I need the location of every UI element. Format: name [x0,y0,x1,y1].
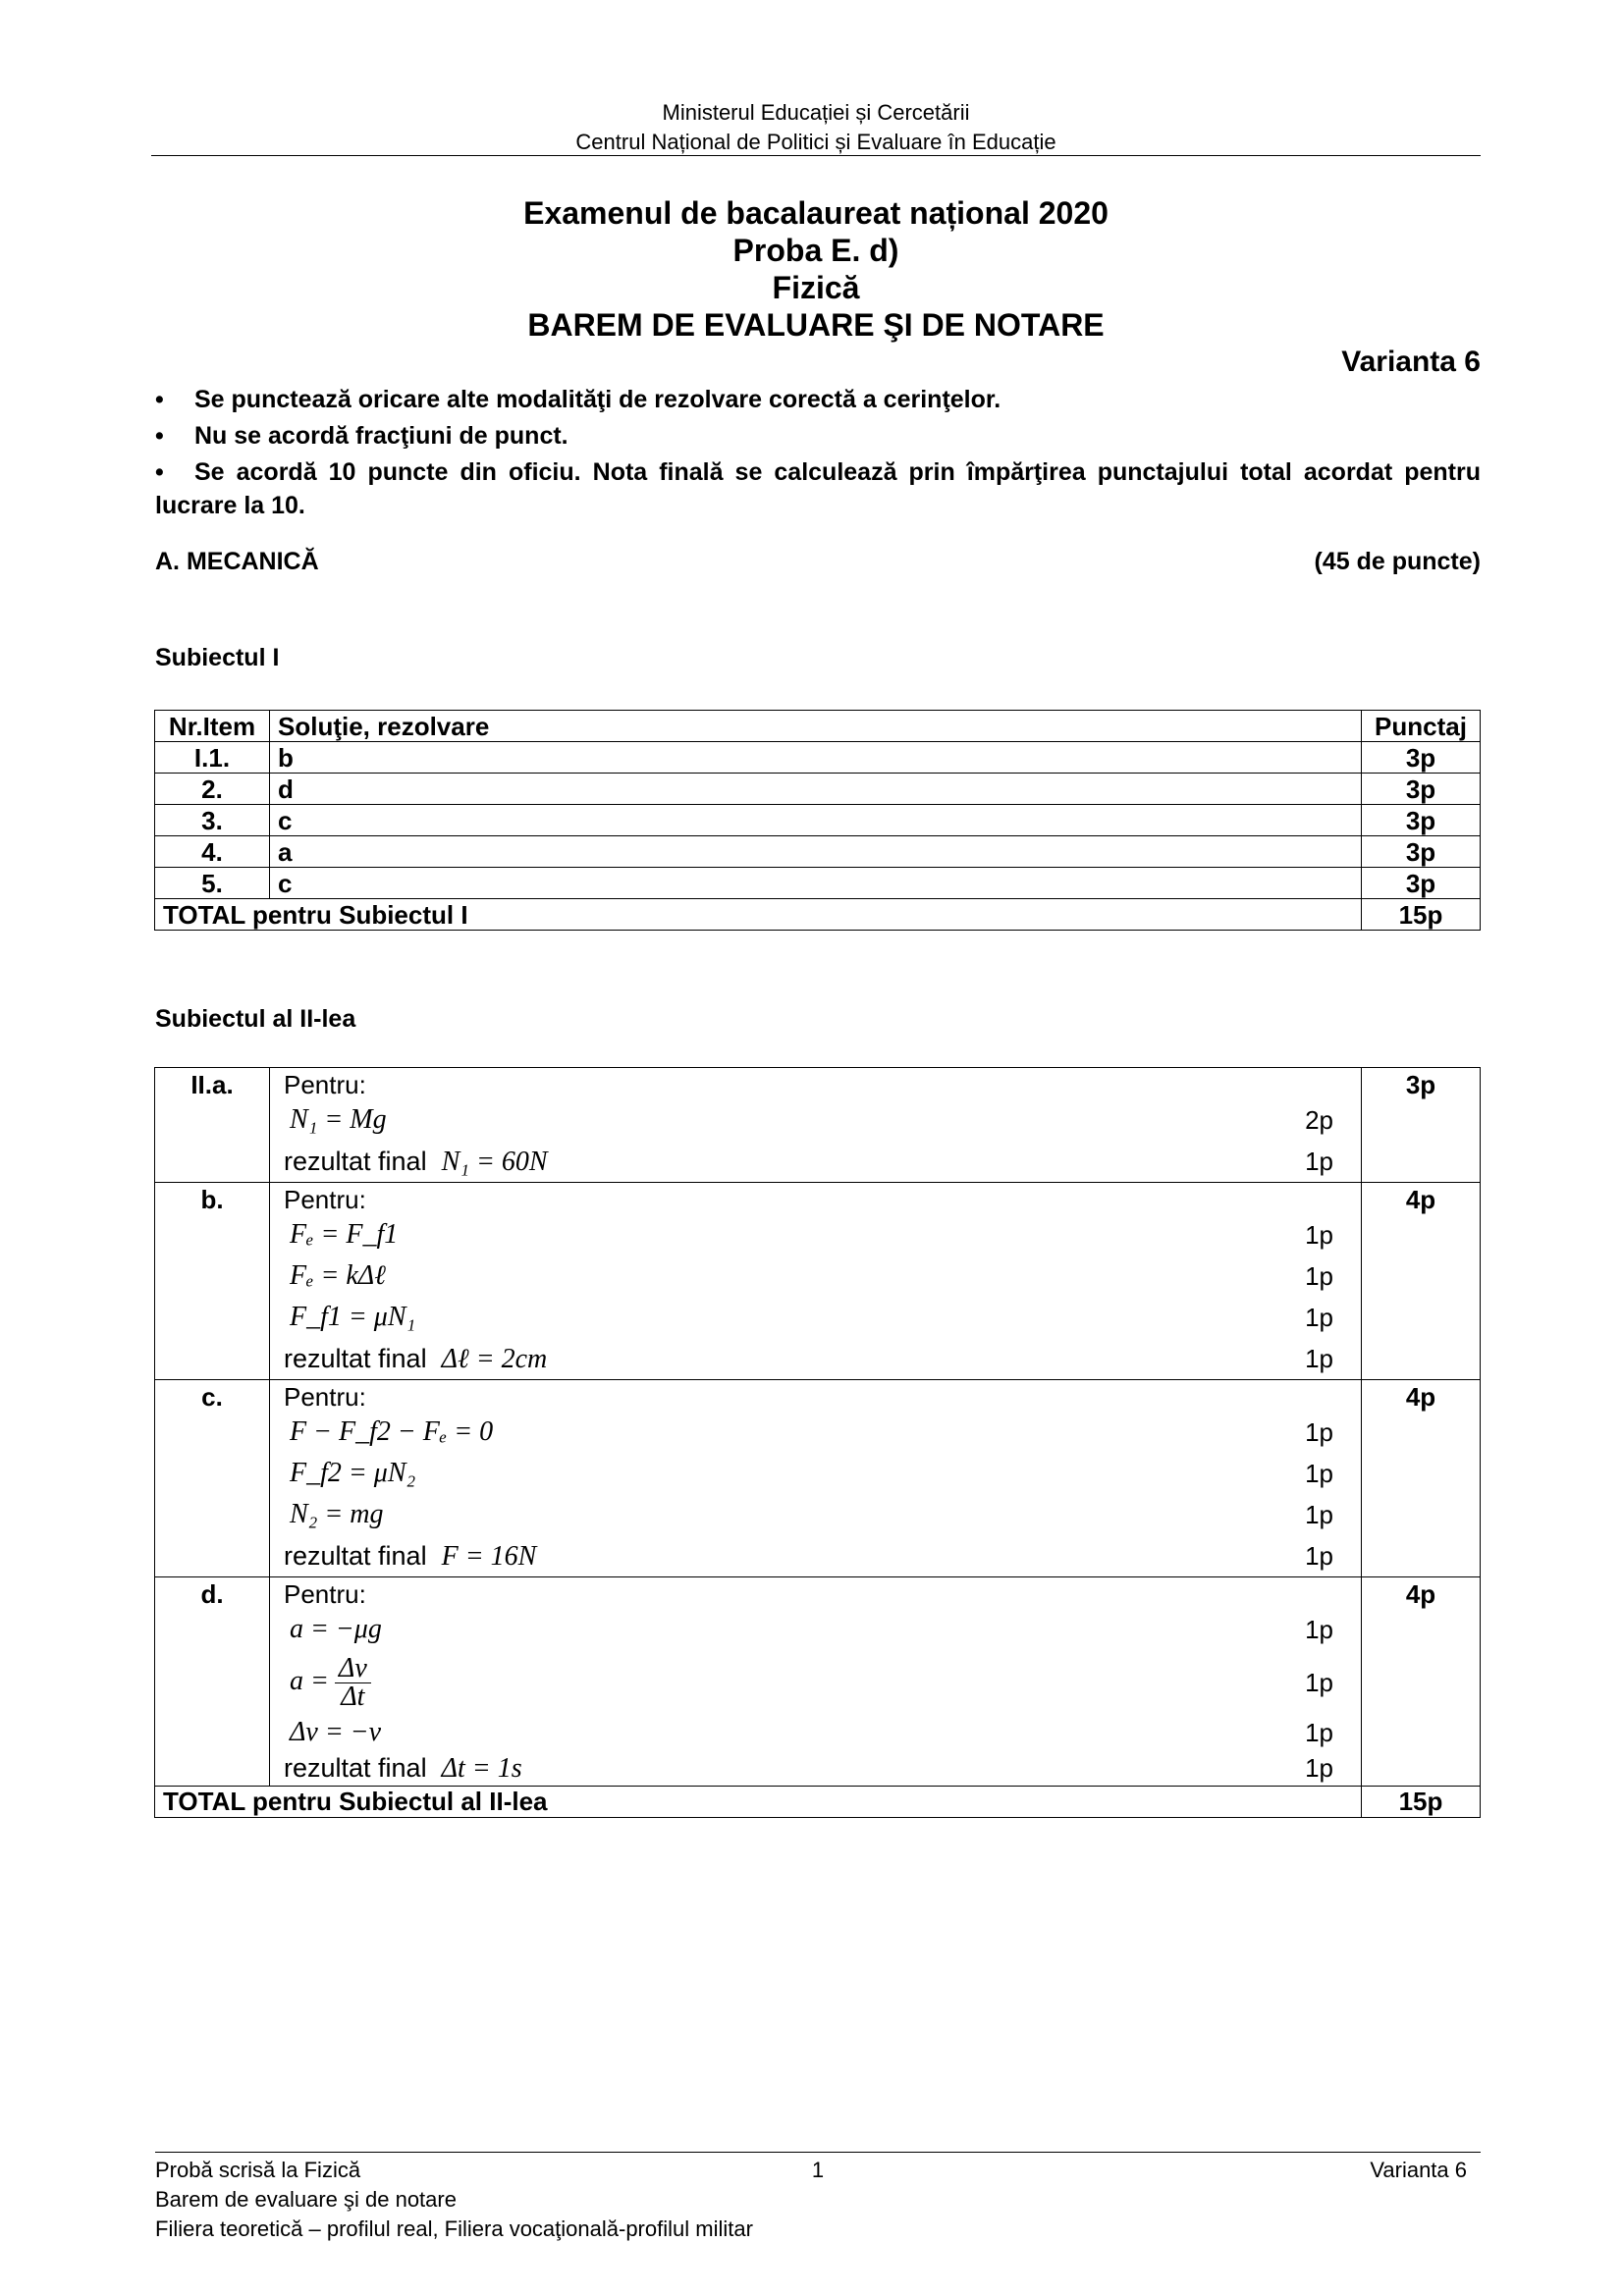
step-points: 1p [1305,1541,1333,1571]
total-points: 15p [1362,899,1481,931]
item-points: 4p [1362,1577,1481,1787]
step-points: 1p [1305,1615,1333,1644]
rule-item [155,455,1481,522]
footer-doc-type: Barem de evaluare şi de notare [155,2187,457,2212]
rule-item [155,419,1481,453]
formula: F − F_f2 − Fₑ = 0 [290,1416,494,1447]
header-divider [151,155,1481,156]
table-row [155,836,1481,868]
item-number: 5. [155,868,270,899]
solution-step [270,1412,1361,1453]
fraction-numerator: Δv [335,1655,371,1683]
item-points: 3p [1362,868,1481,899]
table-row [155,1577,1481,1787]
formula: N₁ = 60N [441,1146,548,1177]
step-points: 1p [1305,1220,1333,1250]
final-result [270,1141,1361,1182]
item-solution: d [270,774,1362,805]
fraction [335,1652,371,1712]
document-header [151,98,1481,157]
total-label: TOTAL pentru Subiectul al II-lea [155,1787,1362,1818]
pentru-label: Pentru: [284,1579,366,1609]
exam-doc-type: BAREM DE EVALUARE ŞI DE NOTARE [527,307,1105,343]
step-points: 1p [1305,1668,1333,1697]
footer-track: Filiera teoretică – profilul real, Filiera vocaţională-profilul militar [155,2216,753,2241]
rule-item [155,383,1481,416]
section-points: (45 de puncte) [1314,548,1481,575]
step-points: 1p [1305,1417,1333,1447]
formula-prefix: a = [290,1665,329,1696]
item-solution [270,1577,1362,1787]
step-points: 1p [1305,1303,1333,1332]
item-solution: c [270,868,1362,899]
column-header-points: Punctaj [1362,711,1481,742]
exam-test: Proba E. d) [732,233,899,268]
section-header [155,548,1481,576]
item-points: 3p [1362,805,1481,836]
table-row [155,1380,1481,1577]
item-points: 4p [1362,1183,1481,1380]
subject2-table [154,1067,1481,1818]
formula: Δℓ = 2cm [441,1343,548,1374]
solution-step [270,1255,1361,1297]
subject1-table [154,710,1481,931]
step-points: 1p [1305,1261,1333,1291]
formula: Fₑ = F_f1 [290,1219,399,1250]
column-header-item: Nr.Item [155,711,270,742]
bullet-icon: • [155,386,164,413]
formula: N₂ = mg [290,1499,384,1529]
pentru-label: Pentru: [284,1185,366,1214]
footer-exam-name: Probă scrisă la Fizică [155,2158,361,2182]
total-label: TOTAL pentru Subiectul I [155,899,1362,931]
step-points: 1p [1305,1500,1333,1529]
item-solution [270,1183,1362,1380]
grading-rules [155,383,1481,525]
column-header-solution: Soluţie, rezolvare [270,711,1362,742]
final-label: rezultat final [284,1540,427,1571]
item-solution [270,1068,1362,1183]
exam-subject: Fizică [772,270,860,305]
fraction-denominator: Δt [341,1681,365,1712]
item-number: 3. [155,805,270,836]
solution-step [270,1099,1361,1141]
formula: a = −μg [290,1614,382,1644]
table-row [155,1183,1481,1380]
formula: F = 16N [441,1540,537,1572]
formula: Δv = −v [290,1717,382,1747]
step-points: 1p [1305,1718,1333,1747]
ministry-name: Ministerul Educației și Cercetării [662,100,970,125]
item-number: 2. [155,774,270,805]
table-row [155,742,1481,774]
formula: F_f1 = μN₁ [290,1302,416,1332]
exam-title: Examenul de bacalaureat național 2020 [523,195,1109,231]
bullet-icon: • [155,458,164,486]
item-solution: b [270,742,1362,774]
step-points: 1p [1305,1147,1333,1176]
page-number: 1 [811,2158,825,2182]
pentru-label: Pentru: [284,1070,366,1099]
step-points: 2p [1305,1105,1333,1135]
document-footer [155,2156,1481,2244]
table-row [155,805,1481,836]
item-points: 3p [1362,1068,1481,1183]
final-label: rezultat final [284,1343,427,1373]
subject1-heading: Subiectul I [155,644,280,671]
center-name: Centrul Național de Politici și Evaluare în Educație [575,130,1056,154]
table-row [155,868,1481,899]
step-points: 1p [1305,1344,1333,1373]
variant-label: Varianta 6 [1341,346,1481,378]
item-number: 4. [155,836,270,868]
total-row [155,1787,1481,1818]
final-label: rezultat final [284,1752,427,1783]
final-result [270,1750,1361,1786]
item-points: 3p [1362,774,1481,805]
item-solution: c [270,805,1362,836]
footer-divider [155,2152,1481,2153]
formula: Δt = 1s [441,1752,522,1784]
item-points: 3p [1362,742,1481,774]
formula: Fₑ = kΔℓ [290,1260,386,1291]
section-name: A. MECANICĂ [155,548,319,575]
item-number: II.a. [155,1068,270,1183]
item-points: 3p [1362,836,1481,868]
formula: F_f2 = μN₂ [290,1458,416,1488]
item-solution [270,1380,1362,1577]
formula: N₁ = Mg [290,1104,387,1135]
rule-text: Nu se acordă fracţiuni de punct. [194,422,568,450]
solution-step [270,1609,1361,1650]
final-result [270,1535,1361,1576]
item-number: c. [155,1380,270,1577]
item-points: 4p [1362,1380,1481,1577]
title-block [151,194,1481,344]
rule-text: Se acordă 10 puncte din oficiu. Nota finală se calculează prin împărţirea punctajului total acordat pentru lucrare la 10. [155,458,1481,519]
rule-text: Se punctează oricare alte modalităţi de rezolvare corectă a cerinţelor. [194,386,1001,413]
solution-step [270,1494,1361,1535]
solution-step [270,1453,1361,1494]
table-header-row [155,711,1481,742]
solution-step [270,1214,1361,1255]
item-number: d. [155,1577,270,1787]
total-row [155,899,1481,931]
final-label: rezultat final [284,1146,427,1176]
item-number: b. [155,1183,270,1380]
total-points: 15p [1362,1787,1481,1818]
table-row [155,774,1481,805]
solution-step [270,1650,1361,1715]
subject2-heading: Subiectul al II-lea [155,1005,356,1033]
step-points: 1p [1305,1753,1333,1783]
pentru-label: Pentru: [284,1382,366,1412]
item-solution: a [270,836,1362,868]
footer-variant: Varianta 6 [1370,2158,1467,2182]
final-result [270,1338,1361,1379]
table-row [155,1068,1481,1183]
solution-step [270,1715,1361,1750]
item-number: I.1. [155,742,270,774]
solution-step [270,1297,1361,1338]
fraction-formula [270,1652,371,1712]
step-points: 1p [1305,1459,1333,1488]
bullet-icon: • [155,422,164,450]
